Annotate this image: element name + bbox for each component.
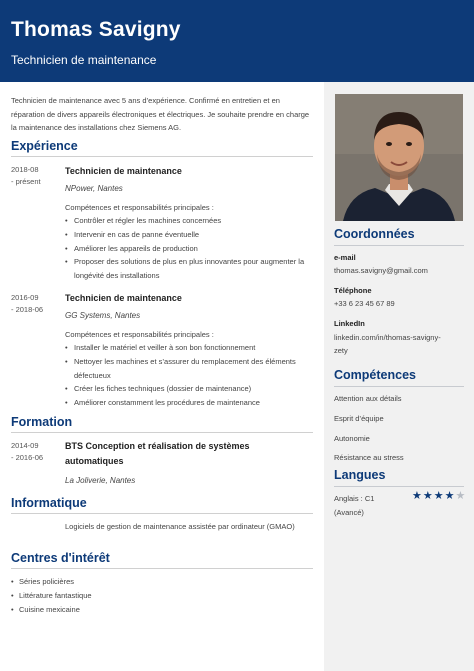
phone-value[interactable]: +33 6 23 45 67 89 bbox=[334, 299, 395, 308]
linkedin-value[interactable] bbox=[334, 331, 464, 357]
job-title: Technicien de maintenance bbox=[65, 166, 182, 176]
task-item: • Proposer des solutions de plus en plus innovantes pour augmenter la longévité des installations bbox=[65, 255, 313, 283]
experience-heading: Expérience bbox=[11, 139, 78, 153]
education-date bbox=[11, 440, 43, 464]
email-value[interactable]: thomas.savigny@gmail.com bbox=[334, 266, 428, 275]
task-item: • Améliorer les appareils de production bbox=[65, 242, 313, 256]
task-list bbox=[65, 341, 313, 410]
degree-title: BTS Conception et réalisation de systèmes automatiques bbox=[65, 441, 250, 466]
candidate-name: Thomas Savigny bbox=[11, 18, 181, 41]
star-filled-icon: ★ bbox=[422, 490, 433, 502]
skill-item: Attention aux détails bbox=[334, 394, 402, 403]
date-end: - 2018-06 bbox=[11, 305, 44, 314]
skills-heading: Compétences bbox=[334, 368, 416, 382]
job-date bbox=[11, 164, 41, 188]
task-item: • Créer les fiches techniques (dossier de maintenance) bbox=[65, 382, 313, 396]
task-item: • Améliorer constamment les procédures de maintenance bbox=[65, 396, 313, 410]
task-item: • Intervenir en cas de panne éventuelle bbox=[65, 228, 313, 242]
interest-item: • Séries policières bbox=[11, 575, 92, 589]
portrait-photo bbox=[335, 94, 463, 221]
date-end: - 2016-06 bbox=[11, 453, 44, 462]
language-level: (Avancé) bbox=[334, 508, 364, 517]
resume-header bbox=[0, 0, 474, 82]
interests-list bbox=[11, 575, 92, 617]
divider bbox=[334, 386, 464, 387]
computing-heading: Informatique bbox=[11, 496, 87, 510]
language-name: Anglais : C1 bbox=[334, 494, 375, 503]
languages-heading: Langues bbox=[334, 468, 386, 482]
star-filled-icon: ★ bbox=[444, 490, 455, 502]
linkedin-label: LinkedIn bbox=[334, 319, 365, 328]
star-filled-icon: ★ bbox=[412, 490, 422, 502]
divider bbox=[11, 432, 313, 433]
profile-summary: Technicien de maintenance avec 5 ans d’expérience. Confirmé en entretien et en réparation de divers appareils électroniques et électriques. Je souhaite prendre en charge la maintenance des installations chez Siemens AG. bbox=[11, 96, 310, 132]
education-heading: Formation bbox=[11, 415, 73, 429]
date-start: 2014-09 bbox=[11, 441, 39, 450]
language-rating bbox=[412, 491, 465, 502]
date-start: 2016-09 bbox=[11, 293, 39, 302]
divider bbox=[334, 486, 464, 487]
job-date bbox=[11, 292, 43, 316]
company: GG Systems, Nantes bbox=[65, 311, 141, 320]
linkedin-line: zety bbox=[334, 346, 348, 355]
task-item: • Installer le matériel et veiller à son bon fonctionnement bbox=[65, 341, 313, 355]
job-title-header: Technicien de maintenance bbox=[11, 53, 157, 67]
interests-heading: Centres d'intérêt bbox=[11, 551, 110, 565]
divider bbox=[334, 245, 464, 246]
star-empty-icon: ★ bbox=[455, 490, 466, 502]
divider bbox=[11, 513, 313, 514]
task-item: • Contrôler et régler les machines concernées bbox=[65, 214, 313, 228]
job-title: Technicien de maintenance bbox=[65, 293, 182, 303]
contact-heading: Coordonnées bbox=[334, 227, 415, 241]
divider bbox=[11, 156, 313, 157]
email-label: e-mail bbox=[334, 253, 356, 262]
skill-item: Autonomie bbox=[334, 434, 370, 443]
phone-label: Téléphone bbox=[334, 286, 372, 295]
task-item: • Nettoyer les machines et s’assurer du remplacement des éléments défectueux bbox=[65, 355, 313, 383]
star-filled-icon: ★ bbox=[433, 490, 444, 502]
responsibilities-intro: Compétences et responsabilités principales : bbox=[65, 203, 214, 212]
divider bbox=[11, 568, 313, 569]
linkedin-line: linkedin.com/in/thomas-savigny- bbox=[334, 333, 441, 342]
task-list bbox=[65, 214, 313, 283]
skill-item: Esprit d’équipe bbox=[334, 414, 384, 423]
company: NPower, Nantes bbox=[65, 184, 123, 193]
date-end: - présent bbox=[11, 177, 41, 186]
school: La Joliverie, Nantes bbox=[65, 476, 136, 485]
responsibilities-intro: Compétences et responsabilités principales : bbox=[65, 330, 214, 339]
computing-text: Logiciels de gestion de maintenance assistée par ordinateur (GMAO) bbox=[65, 522, 295, 531]
interest-item: • Cuisine mexicaine bbox=[11, 603, 92, 617]
date-start: 2018-08 bbox=[11, 165, 39, 174]
skill-item: Résistance au stress bbox=[334, 453, 404, 462]
interest-item: • Littérature fantastique bbox=[11, 589, 92, 603]
